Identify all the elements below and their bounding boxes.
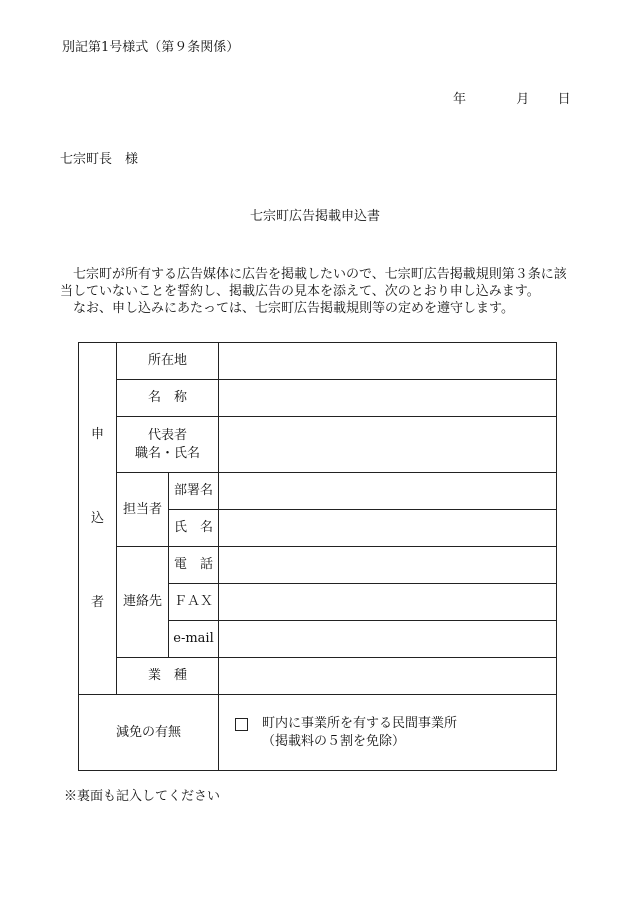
date-line (453, 92, 571, 108)
footnote: ※裏面も記入してください (64, 789, 221, 804)
name-field[interactable] (219, 380, 557, 417)
fax-label: ＦＡＸ (169, 584, 219, 621)
phone-label: 電 話 (169, 547, 219, 584)
email-label: e-mail (169, 621, 219, 658)
addressee: 七宗町長 様 (60, 152, 139, 167)
application-table (78, 342, 557, 771)
industry-field[interactable] (219, 658, 557, 695)
fax-field[interactable] (219, 584, 557, 621)
exemption-option-line2: （掲載料の５割を免除） (262, 733, 406, 749)
body-text (60, 266, 570, 317)
date-month: 月 (516, 92, 530, 107)
department-field[interactable] (219, 473, 557, 510)
industry-label: 業 種 (117, 658, 219, 695)
exemption-label: 減免の有無 (79, 695, 219, 771)
address-field[interactable] (219, 343, 557, 380)
contact-info-label: 連絡先 (117, 547, 169, 658)
form-code: 別記第1号様式（第９条関係） (62, 40, 240, 55)
date-day: 日 (557, 92, 571, 107)
exemption-option-line1: 町内に事業所を有する民間事業所 (262, 715, 458, 731)
contact-person-label: 担当者 (117, 473, 169, 547)
representative-field[interactable] (219, 417, 557, 473)
representative-label: 代表者 職名・氏名 (117, 417, 219, 473)
address-label: 所在地 (117, 343, 219, 380)
phone-field[interactable] (219, 547, 557, 584)
exemption-option[interactable] (219, 695, 557, 771)
document-title: 七宗町広告掲載申込書 (249, 209, 380, 224)
person-name-label: 氏 名 (169, 510, 219, 547)
body-paragraph-1: 七宗町が所有する広告媒体に広告を掲載したいので、七宗町広告掲載規則第３条に該当していないことを誓約し、掲載広告の見本を添えて、次のとおり申し込みます。 (60, 267, 567, 299)
applicant-label: 申 込 者 (79, 343, 117, 695)
checkbox-icon[interactable] (235, 718, 248, 731)
body-paragraph-2: なお、申し込みにあたっては、七宗町広告掲載規則等の定めを遵守します。 (60, 301, 514, 316)
department-label: 部署名 (169, 473, 219, 510)
person-name-field[interactable] (219, 510, 557, 547)
date-year: 年 (453, 92, 467, 107)
email-field[interactable] (219, 621, 557, 658)
name-label: 名 称 (117, 380, 219, 417)
